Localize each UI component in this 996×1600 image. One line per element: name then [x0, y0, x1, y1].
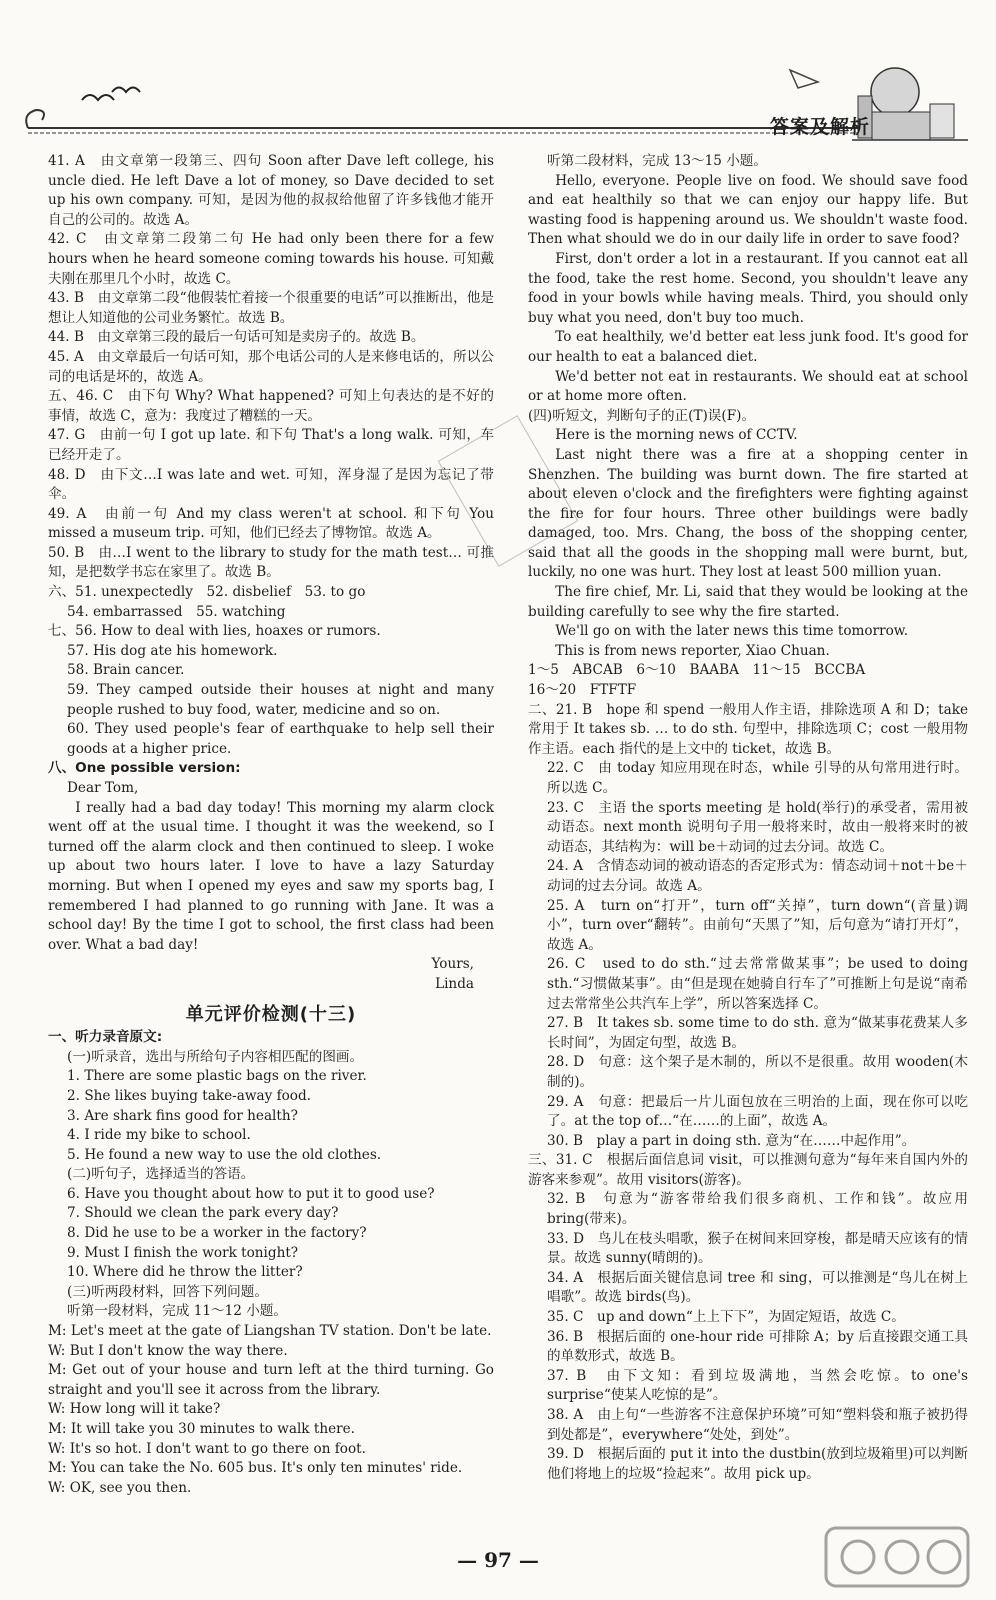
- right-paragraph: 22. C 由 today 知应用现在时态，while 引导的从句常用进行时。所以选 C。: [547, 760, 968, 796]
- left-paragraph: 57. His dog ate his homework.: [67, 642, 278, 659]
- left-paragraph: 58. Brain cancer.: [67, 662, 185, 679]
- left-paragraph: 6. Have you thought about how to put it to good use?: [67, 1185, 435, 1202]
- left-column: [48, 152, 494, 1498]
- right-paragraph: 36. B 根据后面的 one-hour ride 可排除 A；by 后直接跟交通工具的单数形式，故选 B。: [547, 1328, 968, 1365]
- left-paragraph: W: But I don't know the way there.: [48, 1342, 288, 1359]
- right-column: [528, 152, 968, 1484]
- left-paragraph: 44. B 由文章第三段的最后一句话可知是卖房子的。故选 B。: [48, 329, 425, 346]
- left-paragraph: 41. A 由文章第一段第三、四句 Soon after Dave left college, his uncle died. He left Dave a lot of money, so Dave decided to set up his own company. 可知，是因为他的叔叔给他留了许多钱他才能开自己的公司的。故选 A。: [48, 153, 494, 228]
- watermark-logo-icon: [822, 1522, 972, 1592]
- right-paragraph: 24. A 含情态动词的被动语态的否定形式为：情态动词＋not＋be＋动词的过去分词。故选 A。: [547, 858, 968, 894]
- right-paragraph: This is from news reporter, Xiao Chuan.: [555, 642, 830, 659]
- left-paragraph: 5. He found a new way to use the old clothes.: [67, 1146, 382, 1163]
- left-paragraph: 4. I ride my bike to school.: [67, 1127, 251, 1144]
- left-paragraph: Linda: [435, 975, 474, 992]
- right-paragraph: 34. A 根据后面关键信息词 tree 和 sing，可以推测是“鸟儿在树上唱歌”。故选 birds(鸟)。: [547, 1269, 968, 1306]
- left-paragraph: 单元评价检测(十三): [185, 1003, 357, 1025]
- page-header: [0, 0, 996, 150]
- right-paragraph: 16～20 FTFTF: [528, 682, 637, 699]
- left-paragraph: 六、51. unexpectedly 52. disbelief 53. to go: [48, 584, 366, 601]
- left-paragraph: W: How long will it take?: [48, 1401, 221, 1418]
- left-paragraph: Dear Tom,: [67, 780, 139, 796]
- left-paragraph: 五、46. C 由下句 Why? What happened? 可知上句表达的是不好的事情，故选 C，意为：我度过了糟糕的一天。: [48, 388, 494, 424]
- left-paragraph: M: Get out of your house and turn left at the third turning. Go straight and you'll see it across from the library.: [48, 1362, 494, 1398]
- right-paragraph: 38. A 由上句“一些游客不注意保护环境”可知“塑料袋和瓶子被扔得到处都是”，everywhere“处处，到处”。: [547, 1407, 968, 1443]
- left-paragraph: M: You can take the No. 605 bus. It's only ten minutes' ride.: [48, 1460, 463, 1477]
- left-paragraph: 45. A 由文章最后一句话可知，那个电话公司的人是来修电话的，所以公司的电话是坏的，故选 A。: [48, 348, 494, 385]
- right-paragraph: 27. B It takes sb. some time to do sth. 意为“做某事花费某人多长时间”，为固定句型，故选 B。: [547, 1015, 968, 1051]
- left-paragraph: 54. embarrassed 55. watching: [67, 603, 286, 620]
- left-paragraph: 9. Must I finish the work tonight?: [67, 1244, 299, 1261]
- left-paragraph: 3. Are shark fins good for health?: [67, 1107, 298, 1124]
- right-paragraph: 35. C up and down“上上下下”，为固定短语，故选 C。: [547, 1309, 905, 1326]
- left-paragraph: 59. They camped outside their houses at night and many people rushed to buy food, water, medicine and so on.: [67, 682, 494, 718]
- left-paragraph: 七、56. How to deal with lies, hoaxes or rumors.: [48, 623, 381, 640]
- left-paragraph: 一、听力录音原文:: [48, 1029, 163, 1046]
- right-paragraph: 32. B 句意为“游客带给我们很多商机、工作和钱”。故应用 bring(带来)。: [547, 1191, 968, 1228]
- right-paragraph: 23. C 主语 the sports meeting 是 hold(举行)的承受者，需用被动语态。next month 说明句子用一般将来时，故由一般将来时的被动语态，其结构为：will be＋动词的过去分词。故选 C。: [547, 799, 968, 855]
- left-paragraph: 43. B 由文章第二段“他假装忙着接一个很重要的电话”可以推断出，他是想让人知道他的公司业务繁忙。故选 B。: [48, 290, 494, 326]
- left-paragraph: (一)听录音，选出与所给句子内容相匹配的图画。: [67, 1048, 364, 1065]
- left-paragraph: 8. Did he use to be a worker in the factory?: [67, 1225, 367, 1242]
- right-paragraph: We'd better not eat in restaurants. We should eat at school or at home more often.: [528, 368, 968, 405]
- left-paragraph: 八、One possible version:: [48, 760, 241, 777]
- left-paragraph: 47. G 由前一句 I got up late. 和下句 That's a long walk. 可知，车已经开走了。: [48, 427, 494, 463]
- left-paragraph: 48. D 由下文…I was late and wet. 可知，浑身湿了是因为忘记了带伞。: [48, 466, 494, 503]
- left-paragraph: 60. They used people's fear of earthquake to help sell their goods at a higher price.: [67, 721, 494, 757]
- left-paragraph: M: It will take you 30 minutes to walk there.: [48, 1421, 355, 1437]
- left-paragraph: 听第一段材料，完成 11～12 小题。: [67, 1303, 287, 1320]
- right-paragraph: 25. A turn on“打开”，turn off“关掉”，turn down“(音量)调小”，turn over“翻转”。由前句“天黑了”知，后句意为“请打开灯”，故选 A。: [547, 897, 968, 953]
- right-paragraph: 三、31. C 根据后面信息词 visit，可以推测句意为“每年来自国内外的游客来参观”。故用 visitors(游客)。: [528, 1152, 968, 1188]
- left-paragraph: 2. She likes buying take-away food.: [67, 1087, 312, 1104]
- left-paragraph: W: OK, see you then.: [48, 1479, 192, 1496]
- right-paragraph: To eat healthily, we'd better eat less junk food. It's good for our health to eat a balanced diet.: [528, 329, 968, 365]
- right-paragraph: 28. D 句意：这个架子是木制的，所以不是很重。故用 wooden(木制的)。: [547, 1054, 968, 1090]
- right-paragraph: 29. A 句意：把最后一片儿面包放在三明治的上面，现在你可以吃了。at the top of…“在……的上面”，故选 A。: [547, 1093, 968, 1130]
- right-paragraph: 二、21. B hope 和 spend 一般用人作主语，排除选项 A 和 D；take 常用于 It takes sb. … to do sth. 句型中，排除选项 C；cost 一般用物作主语。each 指代的是上文中的 ticket，故选 B。: [528, 701, 968, 757]
- right-paragraph: 39. D 根据后面的 put it into the dustbin(放到垃圾箱里)可以判断他们将地上的垃圾“捡起来”。故用 pick up。: [547, 1446, 968, 1482]
- left-paragraph: 1. There are some plastic bags on the river.: [67, 1068, 367, 1085]
- left-paragraph: 42. C 由文章第二段第二句 He had only been there for a few hours when he heard someone coming towards his house. 可知戴夫刚在那里几个小时，故选 C。: [48, 231, 494, 287]
- right-paragraph: (四)听短文，判断句子的正(T)误(F)。: [528, 407, 756, 424]
- left-paragraph: M: Let's meet at the gate of Liangshan TV station. Don't be late.: [48, 1323, 492, 1340]
- right-paragraph: 33. D 鸟儿在枝头唱歌，猴子在树间来回穿梭，都是晴天应该有的情景。故选 sunny(晴朗的)。: [547, 1230, 968, 1267]
- right-paragraph: First, don't order a lot in a restaurant. If you cannot eat all the food, take the rest home. Second, you shouldn't leave any food in your bowls while having meals. Third, you should only buy what you need, don't buy too much.: [528, 250, 968, 326]
- right-paragraph: Last night there was a fire at a shopping center in Shenzhen. The building was burnt down. The fire started at about eleven o'clock and the firefighters were fighting against the fire for four hours. Three other buildings were badly damaged, too. Mrs. Chang, the boss of the shopping center, said that all the goods in the shopping mall were burnt, but, luckily, no one was hurt. They lost at least 500 million yuan.: [528, 446, 968, 581]
- page-number: — 97 —: [457, 1548, 539, 1572]
- right-paragraph: 26. C used to do sth.“过去常常做某事”；be used to doing sth.“习惯做某事”。由“但是现在她骑自行车了”可推断上句是说“南希过去常常坐公共汽车上学”，所以答案选择 C。: [547, 956, 968, 1012]
- left-paragraph: W: It's so hot. I don't want to go there on foot.: [48, 1440, 366, 1457]
- left-paragraph: 49. A 由前一句 And my class weren't at school. 和下句 You missed a museum trip. 可知，他们已经去了博物馆。故选 A。: [48, 505, 494, 542]
- header-title: 答案及解析: [769, 116, 870, 138]
- right-paragraph: 1～5 ABCAB 6～10 BAABA 11～15 BCCBA: [528, 662, 866, 679]
- right-paragraph: 30. B play a part in doing sth. 意为“在……中起作用”。: [547, 1132, 916, 1149]
- left-paragraph: I really had a bad day today! This morning my alarm clock went off at the usual time. I thought it was the weekend, so I turned off the alarm clock and then continued to sleep. I woke up about two hours later. I love to have a lazy Saturday morning. But when I opened my eyes and saw my sports bag, I remembered I had planned to go running with Jane. It was a school day! By the time I got to school, the first class had been over. What a bad day!: [48, 799, 494, 953]
- right-paragraph: We'll go on with the later news this time tomorrow.: [555, 623, 909, 640]
- left-paragraph: 50. B 由…I went to the library to study for the math test… 可推知，是把数学书忘在家里了。故选 B。: [48, 544, 494, 581]
- right-paragraph: 37. B 由下文知：看到垃圾满地，当然会吃惊。to one's surprise“使某人吃惊的是”。: [547, 1367, 968, 1404]
- left-paragraph: 7. Should we clean the park every day?: [67, 1205, 339, 1222]
- right-paragraph: The fire chief, Mr. Li, said that they would be looking at the building carefully to see why the fire started.: [528, 584, 968, 620]
- left-paragraph: Yours,: [431, 956, 474, 973]
- right-paragraph: Here is the morning news of CCTV.: [555, 427, 798, 444]
- left-paragraph: (三)听两段材料，回答下列问题。: [67, 1283, 268, 1300]
- right-paragraph: Hello, everyone. People live on food. We should save food and eat healthily so that we can enjoy our happy life. But wasting food is happening around us. We shouldn't waste food. Then what should we do in our daily life in order to save food?: [528, 172, 968, 248]
- left-paragraph: 10. Where did he throw the litter?: [67, 1264, 303, 1281]
- left-paragraph: (二)听句子，选择适当的答语。: [67, 1166, 255, 1183]
- right-paragraph: 听第二段材料，完成 13～15 小题。: [547, 153, 767, 169]
